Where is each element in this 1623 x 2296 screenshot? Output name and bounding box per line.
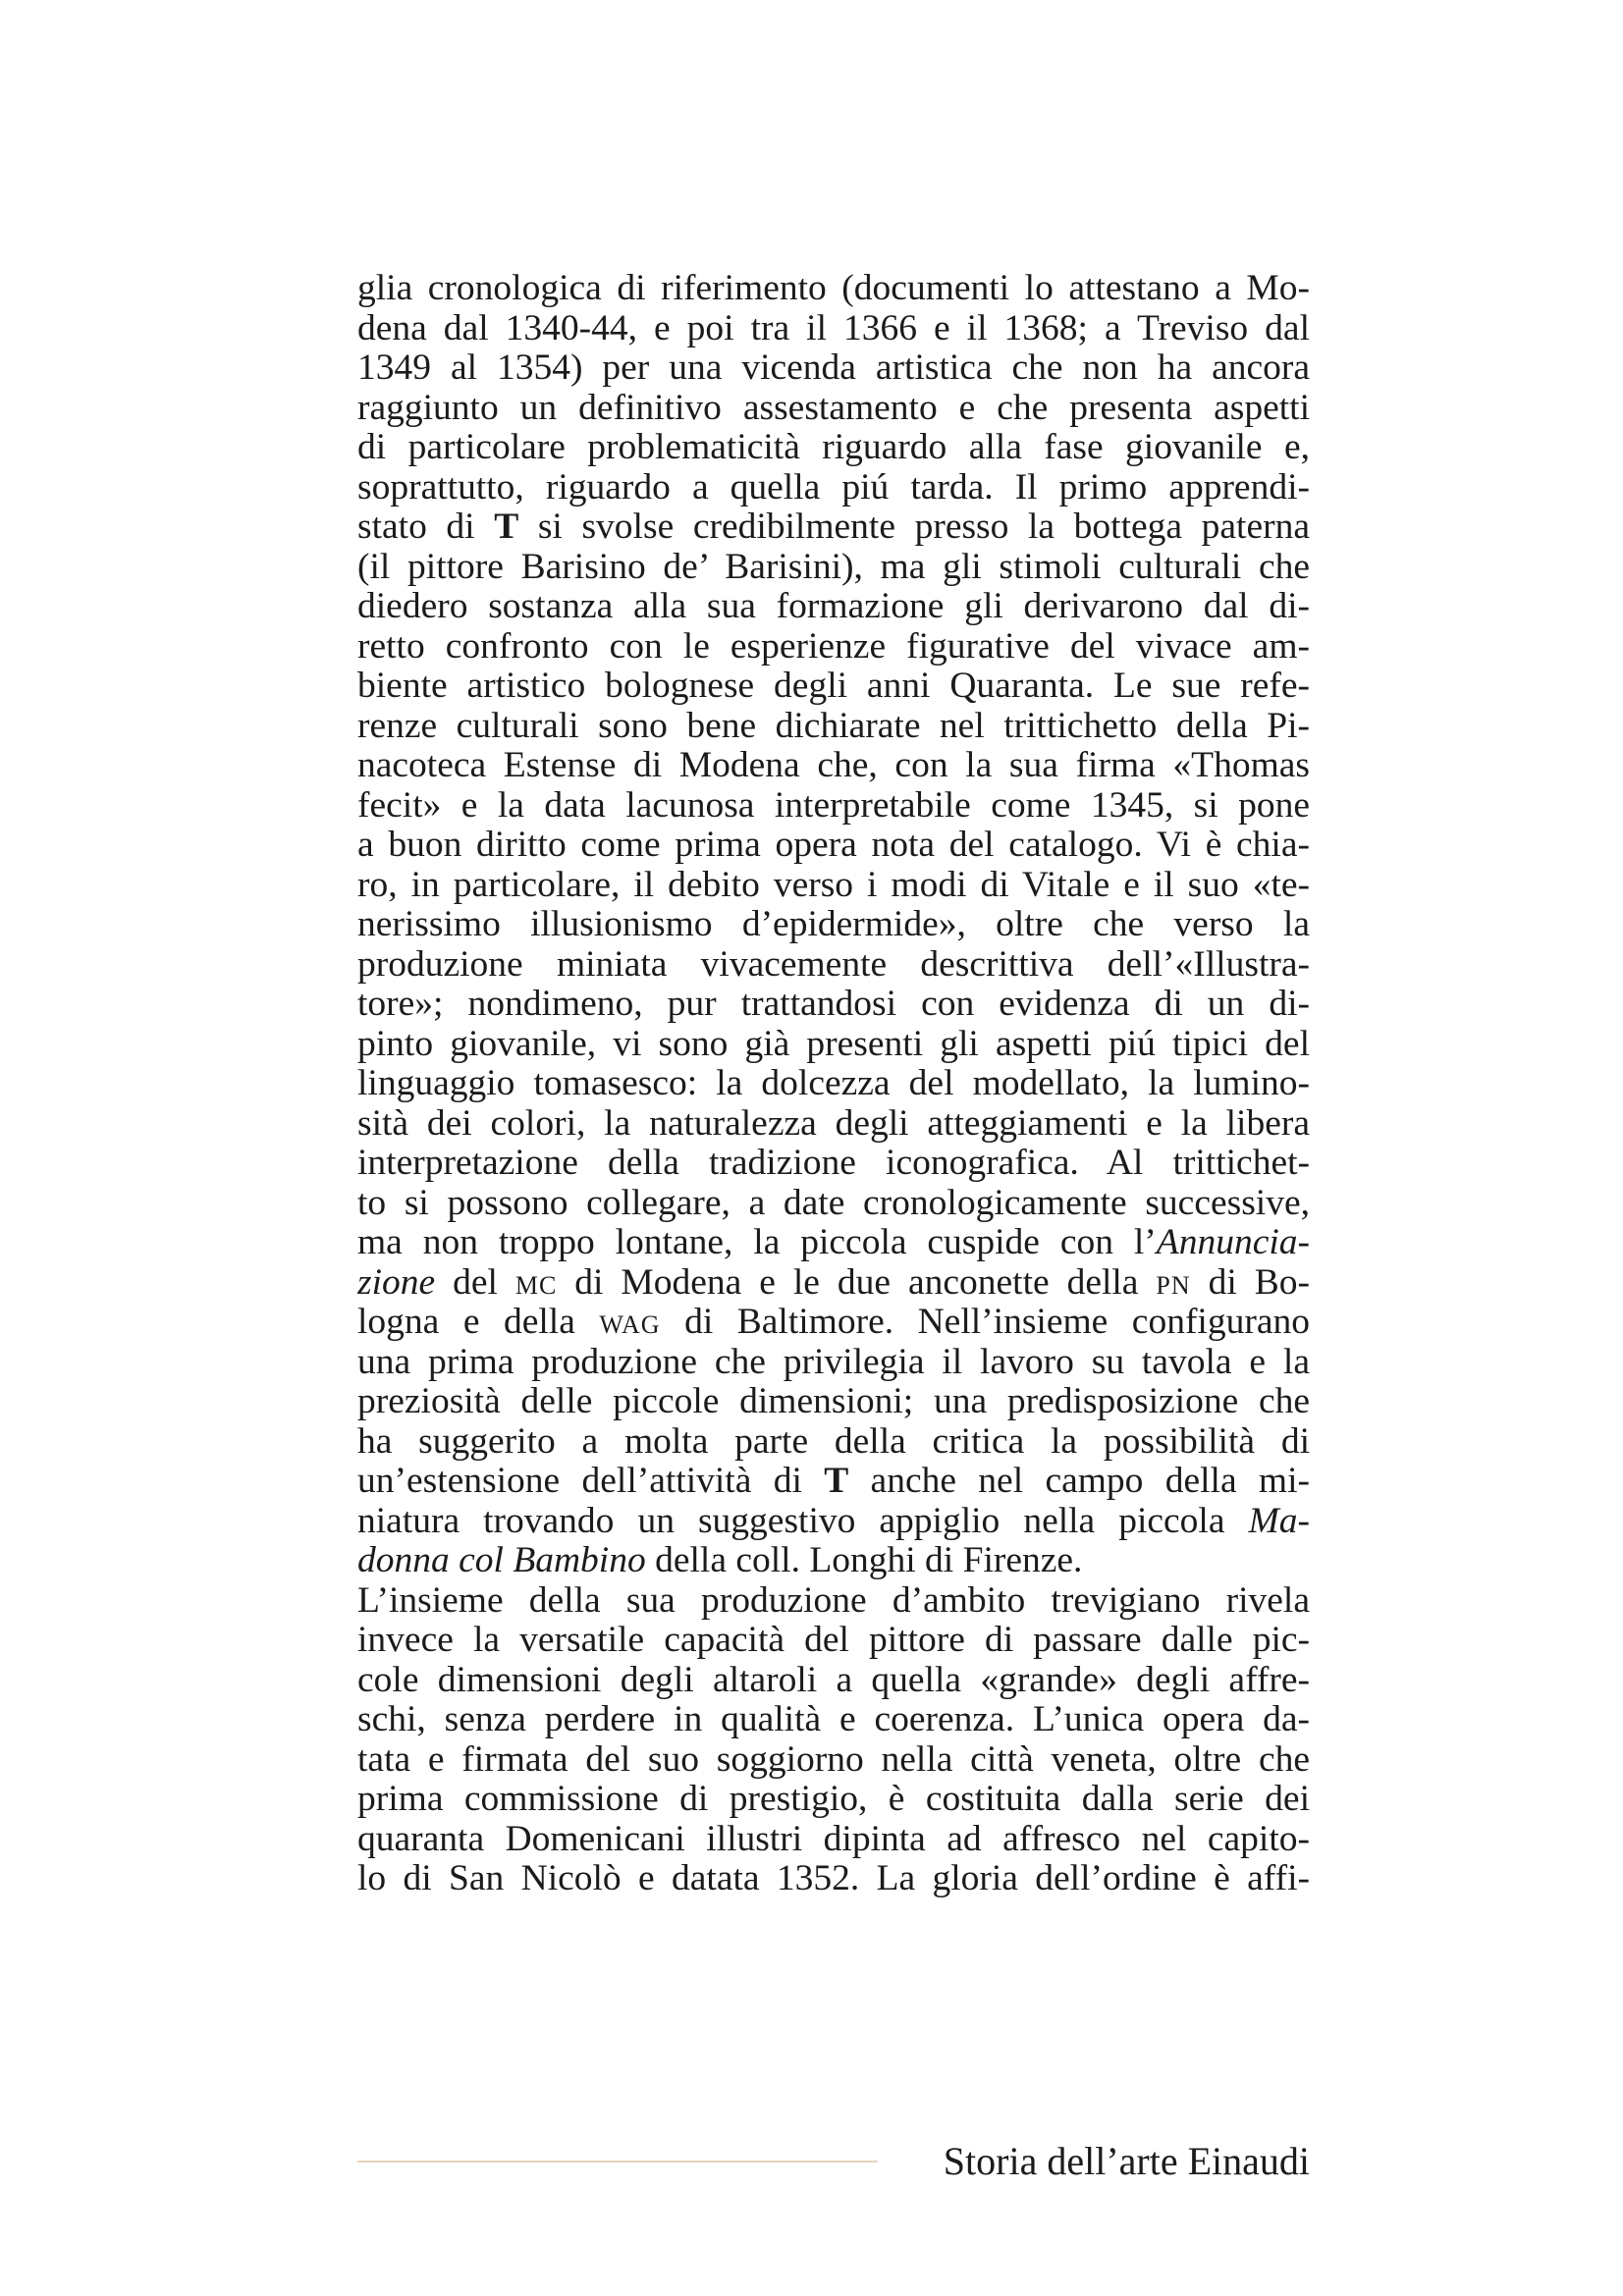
text-run: di particolare problematicità riguardo alla fase giovanile e,: [357, 428, 1310, 467]
italic-text: Annuncia-: [1156, 1223, 1310, 1262]
text-line: [357, 1064, 1310, 1104]
text-line: [357, 1621, 1310, 1661]
text-run: produzione miniata vivacemente descrittiva dell’«Illustra-: [357, 944, 1310, 985]
text-line: [357, 866, 1310, 906]
text-line: [357, 1223, 1310, 1263]
text-line: [357, 1541, 1310, 1581]
text-run: ro, in particolare, il debito verso i modi di Vitale e il suo «te-: [357, 865, 1310, 905]
text-line: [357, 1740, 1310, 1781]
text-line: [357, 1700, 1310, 1740]
text-line: [357, 1263, 1310, 1304]
text-run: glia cronologica di riferimento (documenti lo attestano a Mo-: [357, 269, 1310, 308]
text-run: cole dimensioni degli altaroli a quella «grande» degli affre-: [357, 1660, 1310, 1700]
text-run: un’estensione dell’attività di: [357, 1462, 825, 1501]
text-run: lo di San Nicolò e datata 1352. La gloria dell’ordine è affi-: [357, 1859, 1310, 1898]
text-run: schi, senza perdere in qualità e coerenza. L’unica opera da-: [357, 1700, 1310, 1739]
text-run: anche nel campo della mi-: [848, 1462, 1310, 1501]
text-line: [357, 1462, 1310, 1502]
text-line: [357, 667, 1310, 707]
text-line: [357, 1025, 1310, 1065]
text-line: [357, 985, 1310, 1025]
text-line: [357, 587, 1310, 627]
text-line: [357, 1343, 1310, 1383]
text-line: [357, 1780, 1310, 1820]
footer-rule: [357, 2161, 878, 2163]
text-line: [357, 746, 1310, 786]
text-run: ma non troppo lontane, la piccola cuspide con l’: [357, 1223, 1157, 1262]
text-run: fecit» e la data lacunosa interpretabile come 1345, si pone: [357, 785, 1310, 826]
body-text: [357, 269, 1310, 1899]
text-line: [357, 1581, 1310, 1622]
text-run: nacoteca Estense di Modena che, con la sua firma «Thomas: [357, 746, 1310, 785]
text-line: [357, 1502, 1310, 1542]
text-line: [357, 826, 1310, 866]
text-run: diedero sostanza alla sua formazione gli derivarono dal di-: [357, 587, 1310, 626]
italic-text: zione: [357, 1262, 436, 1303]
text-run: (il pittore Barisino de’ Barisini), ma gli stimoli culturali che: [357, 547, 1310, 587]
text-run: si svolse credibilmente presso la bottega paterna: [518, 507, 1310, 547]
text-run: prima commissione di prestigio, è costituita dalla serie dei: [357, 1780, 1310, 1819]
text-line: [357, 507, 1310, 548]
abbreviation: wag: [599, 1303, 661, 1342]
text-line: [357, 1859, 1310, 1899]
text-run: stato di: [357, 507, 495, 547]
text-run: dena dal 1340-44, e poi tra il 1366 e il 1368; a Treviso dal: [357, 308, 1310, 348]
text-run: del: [435, 1262, 515, 1303]
text-line: [357, 627, 1310, 667]
abbreviation: mc: [514, 1262, 558, 1303]
text-run: 1349 al 1354) per una vicenda artistica che non ha ancora: [357, 348, 1310, 388]
italic-text: donna col Bambino: [357, 1541, 646, 1580]
text-line: [357, 945, 1310, 986]
text-line: [357, 786, 1310, 827]
italic-text: Ma-: [1248, 1501, 1310, 1541]
text-run: logna e della: [357, 1303, 600, 1342]
text-run: raggiunto un definitivo assestamento e che presenta aspetti: [357, 388, 1310, 428]
text-line: [357, 428, 1310, 468]
text-run: biente artistico bolognese degli anni Quaranta. Le sue refe-: [357, 667, 1310, 706]
text-run: di Modena e le due anconette della: [557, 1262, 1157, 1303]
abbreviation: pn: [1156, 1262, 1191, 1303]
text-run: L’insieme della sua produzione d’ambito trevigiano rivela: [357, 1580, 1310, 1621]
text-run: to si possono collegare, a date cronologicamente successive,: [357, 1183, 1310, 1223]
text-run: renze culturali sono bene dichiarate nel trittichetto della Pi-: [357, 706, 1310, 746]
text-run: invece la versatile capacità del pittore di passare dalle pic-: [357, 1621, 1310, 1660]
text-run: di Bo-: [1190, 1262, 1310, 1303]
text-run: ha suggerito a molta parte della critica la possibilità di: [357, 1421, 1310, 1462]
bold-text: T: [494, 507, 519, 547]
text-run: tata e firmata del suo soggiorno nella città veneta, oltre che: [357, 1739, 1310, 1780]
text-run: linguaggio tomasesco: la dolcezza del modellato, la lumino-: [357, 1064, 1310, 1103]
text-run: nerissimo illusionismo d’epidermide», oltre che verso la: [357, 905, 1310, 944]
text-run: pinto giovanile, vi sono già presenti gli aspetti piú tipici del: [357, 1024, 1310, 1064]
text-line: [357, 548, 1310, 588]
text-run: interpretazione della tradizione iconografica. Al trittichet-: [357, 1144, 1310, 1183]
text-line: [357, 707, 1310, 747]
text-line: [357, 348, 1310, 389]
text-line: [357, 1303, 1310, 1343]
footer-title: Storia dell’arte Einaudi: [943, 2139, 1310, 2183]
text-run: di Baltimore. Nell’insieme configurano: [660, 1303, 1310, 1342]
text-line: [357, 905, 1310, 945]
text-run: soprattutto, riguardo a quella piú tarda. Il primo apprendi-: [357, 467, 1310, 507]
text-line: [357, 309, 1310, 349]
text-line: [357, 1104, 1310, 1145]
text-run: sità dei colori, la naturalezza degli atteggiamenti e la libera: [357, 1103, 1310, 1144]
text-run: una prima produzione che privilegia il lavoro su tavola e la: [357, 1342, 1310, 1382]
text-line: [357, 1422, 1310, 1463]
text-run: quaranta Domenicani illustri dipinta ad affresco nel capito-: [357, 1819, 1310, 1859]
text-line: [357, 1382, 1310, 1422]
bold-text: T: [824, 1462, 849, 1501]
text-line: [357, 389, 1310, 429]
text-line: [357, 1820, 1310, 1860]
text-run: tore»; nondimeno, pur trattandosi con evidenza di un di-: [357, 985, 1310, 1024]
text-run: della coll. Longhi di Firenze.: [645, 1541, 1083, 1580]
text-line: [357, 468, 1310, 508]
text-run: niatura trovando un suggestivo appiglio nella piccola: [357, 1501, 1249, 1541]
text-line: [357, 1661, 1310, 1701]
text-run: retto confronto con le esperienze figurative del vivace am-: [357, 626, 1310, 667]
text-line: [357, 269, 1310, 309]
text-run: a buon diritto come prima opera nota del catalogo. Vi è chia-: [357, 826, 1310, 865]
text-line: [357, 1184, 1310, 1224]
text-line: [357, 1144, 1310, 1184]
text-run: preziosità delle piccole dimensioni; una predisposizione che: [357, 1382, 1310, 1421]
